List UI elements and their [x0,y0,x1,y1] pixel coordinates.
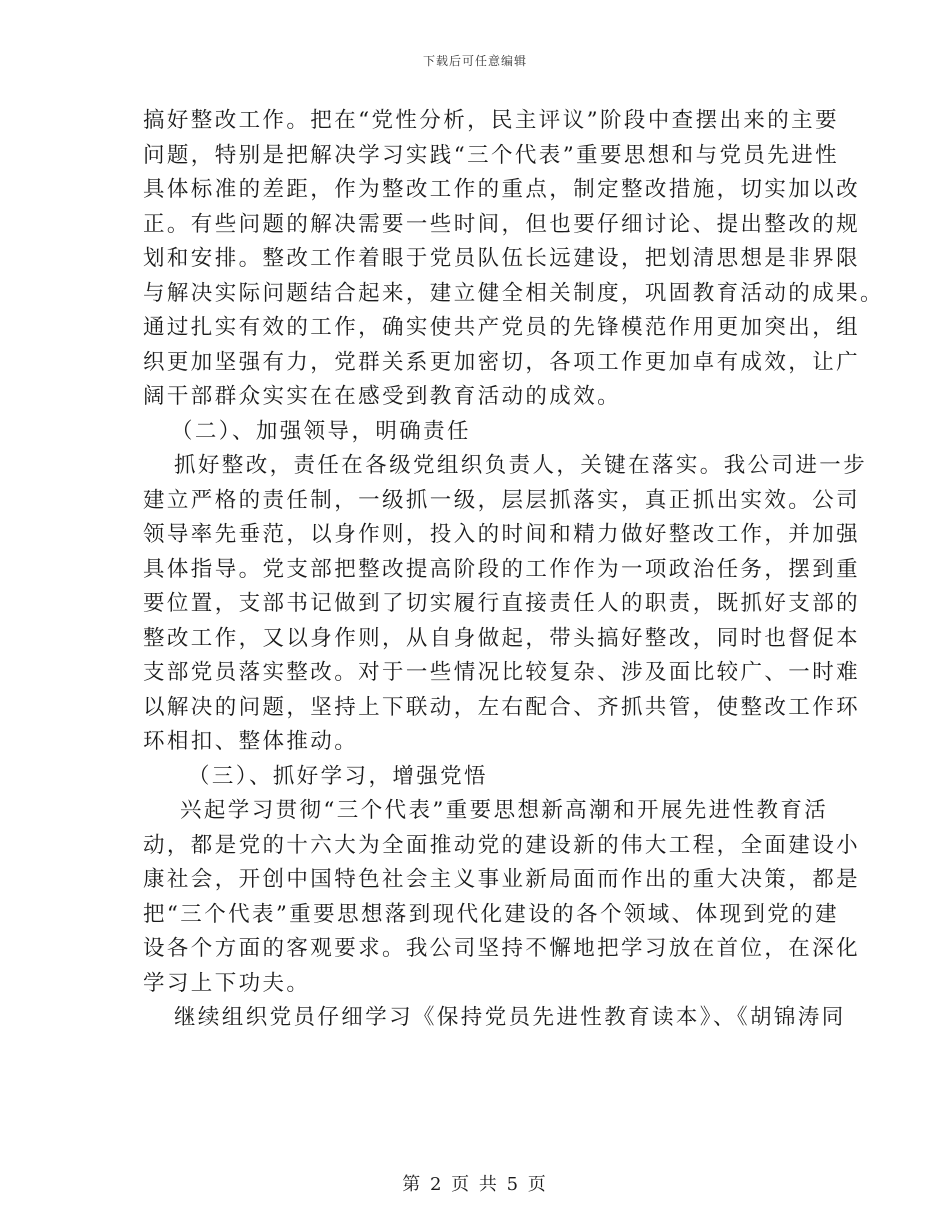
text-line: 领导率先垂范，以身作则，投入的时间和精力做好整改工作，并加强 [143,522,861,547]
page-header: 下载后可任意编辑 [422,54,527,68]
text-line: （二）、加强领导，明确责任 [171,418,471,444]
text-line: 抓好整改，责任在各级党组织负责人，关键在落实。我公司进一步 [174,453,868,478]
text-line: 整改工作，又以身作则，从自身做起，带头搞好整改，同时也督促本 [143,625,861,651]
text-line: 支部党员落实整改。对于一些情况比较复杂、涉及面比较广、一时难 [143,660,861,685]
text-line: 具体标准的差距，作为整改工作的重点，制定整改措施，切实加以改 [143,177,861,202]
text-line: 把“三个代表”重要思想落到现代化建设的各个领域、体现到党的建 [143,901,839,927]
text-line: 问题，特别是把解决学习实践“三个代表”重要思想和与党员先进性 [143,142,839,168]
text-line: 阔干部群众实实在在感受到教育活动的成效。 [143,384,622,409]
text-line: 与解决实际问题结合起来，建立健全相关制度，巩固教育活动的成果。 [143,280,884,306]
text-line: 通过扎实有效的工作，确实使共产党员的先锋模范作用更加突出，组 [143,315,861,340]
text-line: 正。有些问题的解决需要一些时间，但也要仔细讨论、提出整改的规 [143,211,861,237]
text-line: 划和安排。整改工作着眼于党员队伍长远建设，把划清思想是非界限 [143,246,861,271]
text-line: 搞好整改工作。把在“党性分析，民主评议”阶段中查摆出来的主要 [143,108,839,133]
text-line: 以解决的问题，坚持上下联动，左右配合、齐抓共管，使整改工作环 [143,694,861,720]
page-footer: 第 2 页 共 5 页 [402,1174,548,1195]
text-line: 环相扣、整体推动。 [143,729,359,754]
text-line: 具体指导。党支部把整改提高阶段的工作作为一项政治任务，摆到重 [143,556,861,582]
document-body [143,104,884,1036]
text-line: 康社会，开创中国特色社会主义事业新局面而作出的重大决策，都是 [143,867,861,892]
text-line: 继续组织党员仔细学习《保持党员先进性教育读本》、《胡锦涛同 [174,1005,846,1030]
text-line: 学习上下功夫。 [143,970,311,996]
text-line: 织更加坚强有力，党群关系更加密切，各项工作更加卓有成效，让广 [143,349,861,375]
text-line: 建立严格的责任制，一级抓一级，层层抓落实，真正抓出实效。公司 [143,487,861,513]
text-line: 设各个方面的客观要求。我公司坚持不懈地把学习放在首位，在深化 [143,936,861,961]
text-line: 兴起学习贯彻“三个代表”重要思想新高潮和开展先进性教育活 [180,798,829,823]
text-line: 动，都是党的十六大为全面推动党的建设新的伟大工程，全面建设小 [143,832,861,858]
text-line: （三）、抓好学习，增强党悟 [188,763,488,789]
text-line: 要位置，支部书记做到了切实履行直接责任人的职责，既抓好支部的 [143,591,861,616]
